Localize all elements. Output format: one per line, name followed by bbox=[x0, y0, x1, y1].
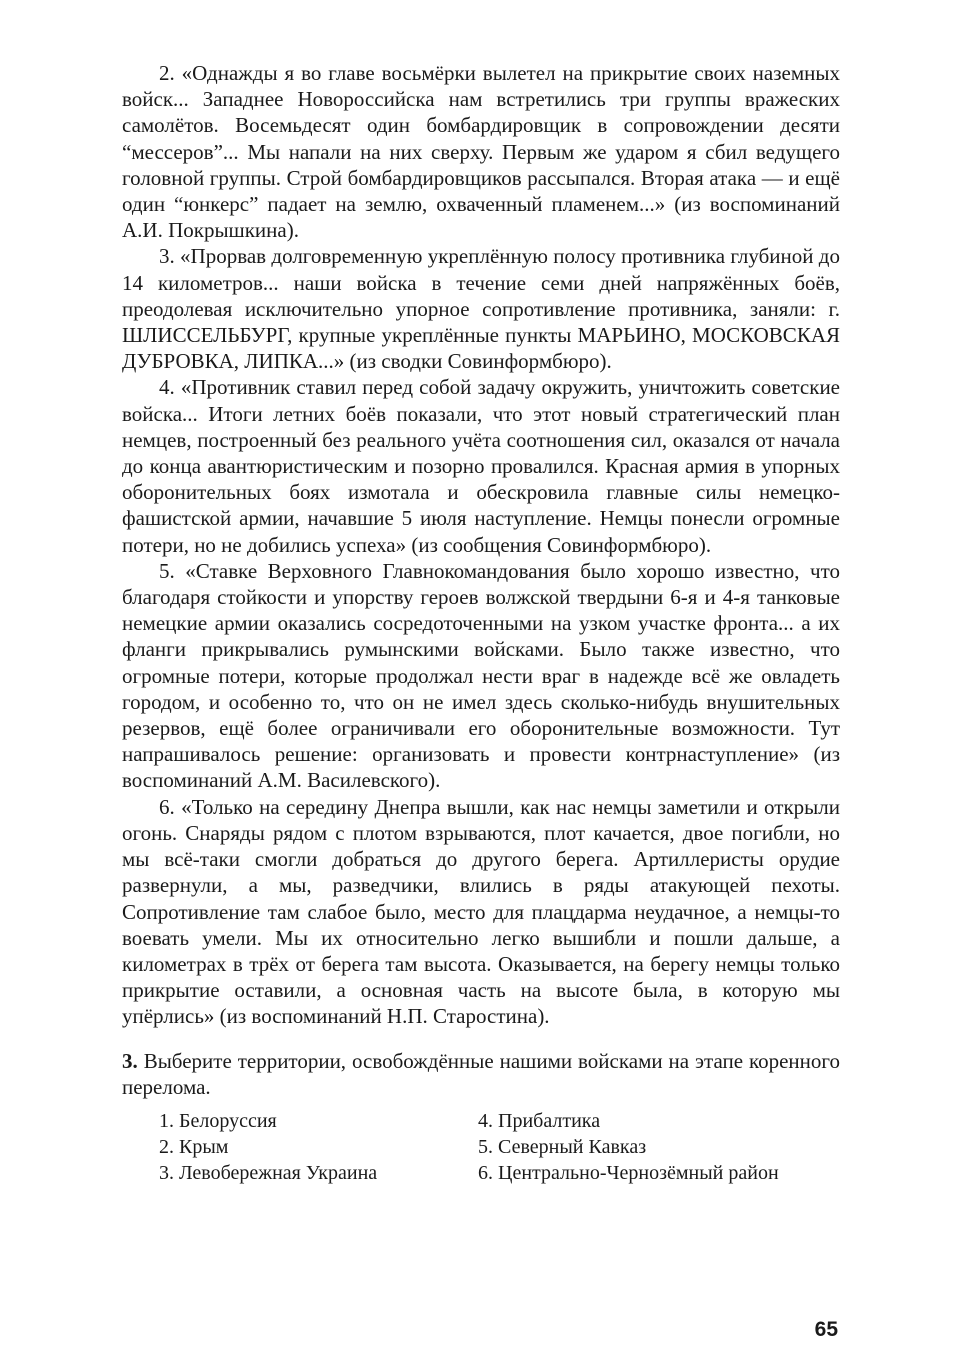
quote-paragraph-4: 4. «Противник ставил перед собой задачу окружить, уничтожить советские войска... Итоги летних боёв показали, что этот новый стратегический план немцев, построенный без реального учёта соотношения сил, оказался от начала до конца авантюристическим и позорно провалился. Красная армия в упорных оборонительных боях измотала и обескровила главные силы немецко-фашистской армии, начавшие 5 июля наступление. Немцы понесли огромные потери, но не добились успеха» (из сообщения Совинформбюро). bbox=[122, 375, 840, 557]
quote-paragraph-5: 5. «Ставке Верховного Главнокомандования было хорошо известно, что благодаря стойкости и упорству героев волжской твердыни 6-я и 4-я танковые немецкие армии оказались сосредоточенными на узком участке фронта... а их фланги прикрывались румынскими войсками. Было также известно, что огромные потери, которые продолжал нести враг в надежде всё же овладеть городом, и особенно то, что он не имел здесь сколько-нибудь внушительных резервов, ещё более ограничивали его оборонительные возможности. Тут напрашивалось решение: организовать и провести контрнаступление» (из воспоминаний А.М. Василевского). bbox=[122, 558, 840, 793]
task-text: Выберите территории, освобождённые нашими войсками на этапе коренного перелома. bbox=[122, 1048, 841, 1099]
quote-paragraph-3: 3. «Прорвав долговременную укреплённую полосу противника глубиной до 14 километров... наши войска в течение семи дней напряжённых боёв, преодолевая исключительно упорное сопротивление противника, заняли: г. ШЛИССЕЛЬБУРГ, крупные укреплённые пункты МАРЬИНО, МОСКОВСКАЯ ДУБРОВКА, ЛИПКА...» (из сводки Совинформбюро). bbox=[122, 244, 840, 374]
options-left-column bbox=[159, 1108, 377, 1187]
option-1: 1. Белоруссия bbox=[159, 1109, 277, 1132]
page-content bbox=[122, 60, 840, 1188]
page-number: 65 bbox=[814, 1318, 838, 1341]
quote-paragraph-6: 6. «Только на середину Днепра вышли, как нас немцы заметили и открыли огонь. Снаряды рядом с плотом взрываются, плот качается, двое погибли, но мы всё-таки смогли добраться до другого берега. Артиллеристы орудие развернули, а мы, разведчики, влились в ряды атакующей пехоты. Сопротивление там слабое было, место для плацдарма неудачное, а немцы-то воевать умели. Мы их относительно легко вышибли и пошли дальше, а километрах в трёх от берега там высота. Оказывается, на берегу немцы только прикрытие оставили, а основная часть на высоте была, в которую мы упёрлись» (из воспоминаний Н.П. Старостина). bbox=[122, 794, 840, 1029]
option-3: 3. Левобережная Украина bbox=[159, 1162, 378, 1185]
task-3-question bbox=[122, 1048, 840, 1100]
options-right-column bbox=[478, 1108, 779, 1187]
option-4: 4. Прибалтика bbox=[478, 1109, 601, 1132]
option-2: 2. Крым bbox=[159, 1136, 229, 1159]
task-3-options bbox=[122, 1108, 840, 1188]
quote-paragraph-2: 2. «Однажды я во главе восьмёрки вылетел на прикрытие своих наземных войск... Западнее Новороссийска нам встретились три группы вражеских самолётов. Восемьдесят один бомбардировщик в сопровождении десяти “мессеров”... Мы напали на них сверху. Первым же ударом я сбил ведущего головной группы. Строй бомбардировщиков рассыпался. Вторая атака — и ещё один “юнкерс” падает на землю, охваченный пламенем...» (из воспоминаний А.И. Покрышкина). bbox=[122, 61, 840, 243]
option-5: 5. Северный Кавказ bbox=[478, 1136, 647, 1159]
task-number: 3. bbox=[122, 1048, 138, 1073]
option-6: 6. Центрально-Чернозёмный район bbox=[478, 1162, 779, 1185]
